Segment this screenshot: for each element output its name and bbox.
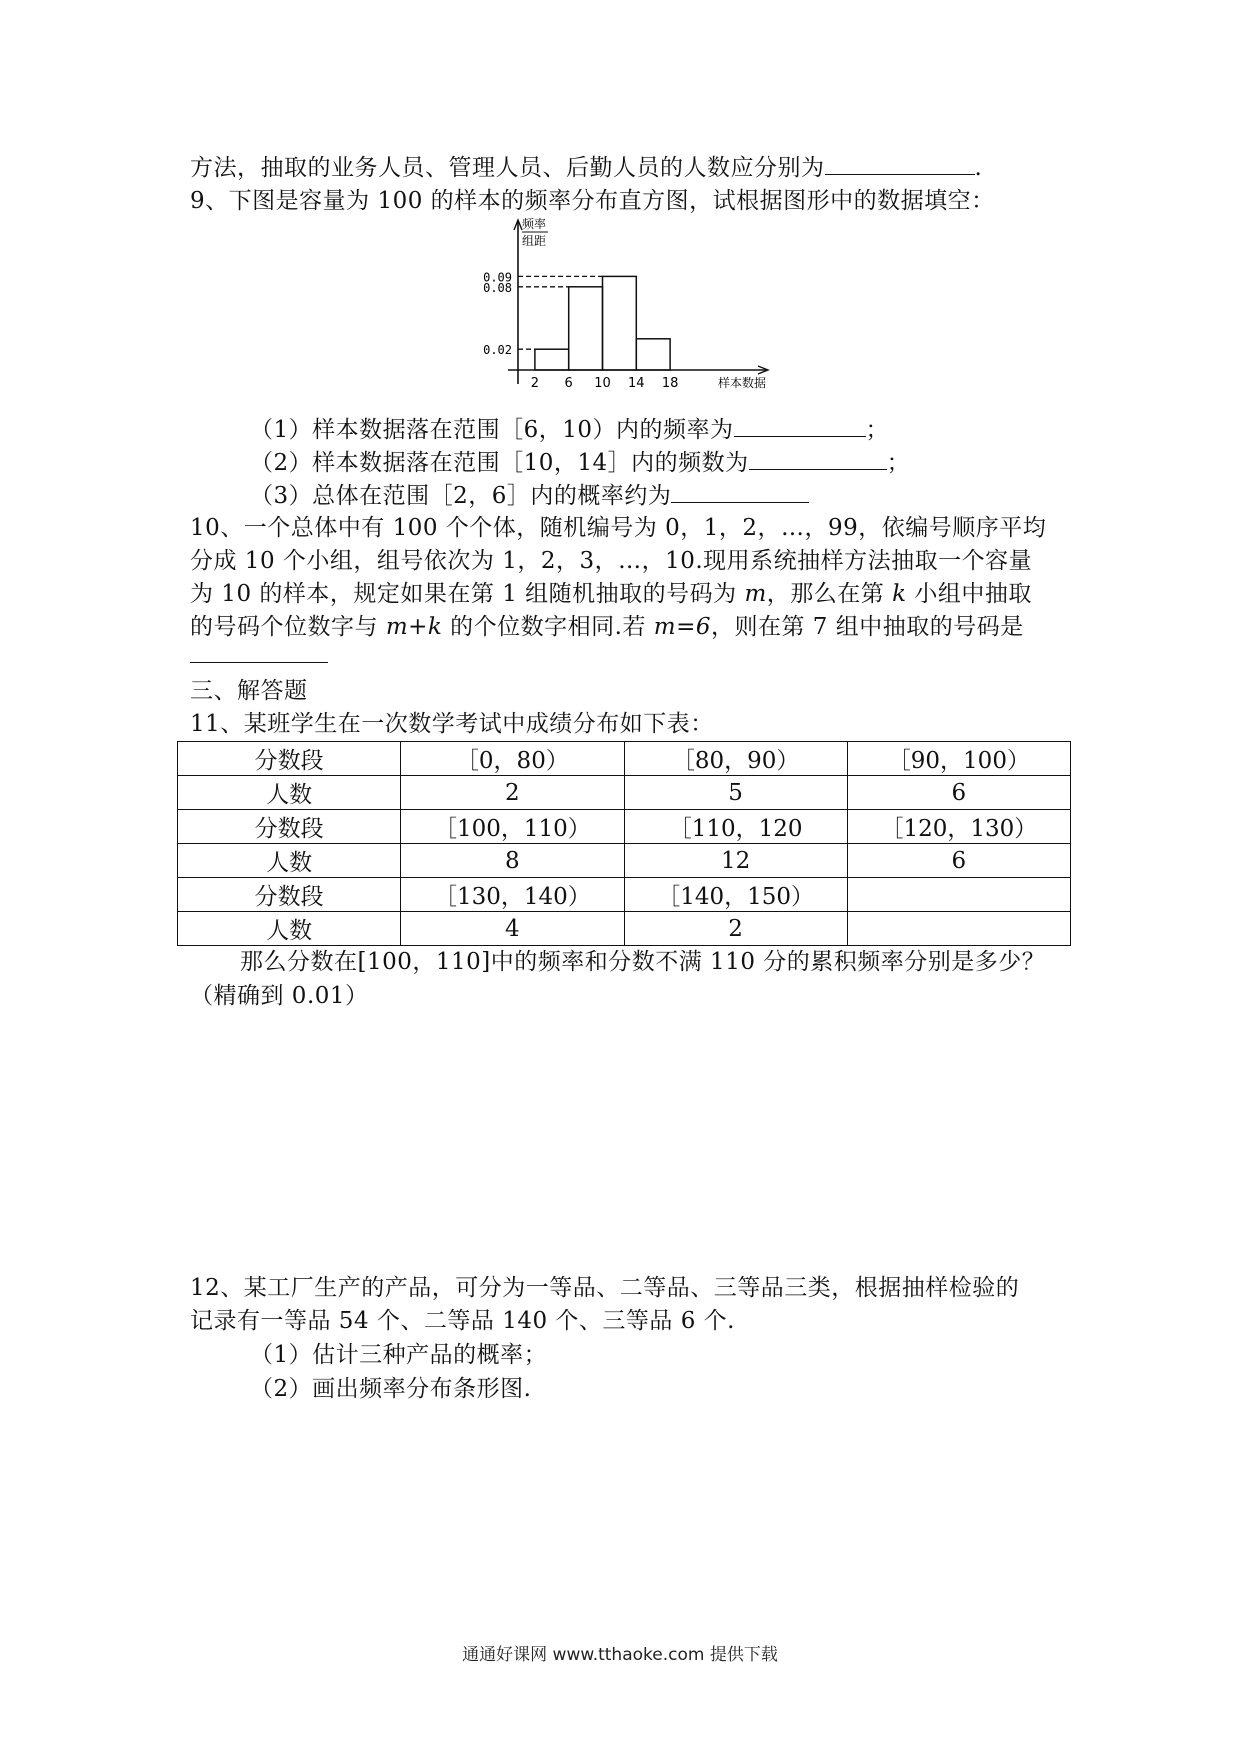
q11-text: 11、某班学生在一次数学考试中成绩分布如下表： bbox=[190, 711, 714, 737]
q9-sub2 bbox=[250, 447, 910, 478]
q8-text: 方法，抽取的业务人员、管理人员、后勤人员的人数应分别为 bbox=[190, 155, 825, 181]
table-cell: 8 bbox=[401, 844, 624, 878]
q10-line3-c: 小组中抽取 bbox=[906, 581, 1032, 607]
histogram-bar bbox=[636, 339, 670, 370]
table-row bbox=[178, 844, 1071, 878]
score-table-body bbox=[178, 742, 1071, 946]
x-tick-label: 2 bbox=[530, 376, 540, 391]
histogram-layer bbox=[483, 218, 768, 391]
table-cell: ［80，90） bbox=[624, 742, 847, 776]
table-cell: 12 bbox=[624, 844, 847, 878]
page-footer: 通通好课网 www.tthaoke.com 提供下载 bbox=[462, 1645, 778, 1665]
table-cell: ［140，150） bbox=[624, 878, 847, 912]
q11-question: 那么分数在[100，110]中的频率和分数不满 110 分的累积频率分别是多少？ bbox=[240, 949, 1046, 975]
q9-sub3 bbox=[250, 480, 809, 511]
table-row bbox=[178, 742, 1071, 776]
table-cell: ［110，120 bbox=[624, 810, 847, 844]
q9-text: 9、下图是容量为 100 的样本的频率分布直方图，试根据图形中的数据填空： bbox=[190, 188, 995, 214]
table-cell: 2 bbox=[401, 776, 624, 810]
x-axis-label: 样本数据 bbox=[718, 376, 767, 390]
histogram-bar bbox=[535, 349, 569, 370]
q9-sub3-text: （3）总体在范围［2，6］内的概率约为 bbox=[250, 483, 672, 509]
q10-var-m: m bbox=[744, 581, 767, 607]
x-tick-label: 14 bbox=[628, 376, 645, 391]
table-cell: 人数 bbox=[178, 844, 401, 878]
table-cell: ［0，80） bbox=[401, 742, 624, 776]
q10-blank bbox=[190, 640, 328, 663]
q10-line4-c: ，则在第 7 组中抽取的号码是 bbox=[711, 614, 1024, 640]
table-row bbox=[178, 912, 1071, 946]
table-cell: 2 bbox=[624, 912, 847, 946]
q10-line3-b: ，那么在第 bbox=[766, 581, 893, 607]
table-row bbox=[178, 878, 1071, 912]
q8-blank bbox=[825, 152, 975, 175]
q10-line4-b: 的个位数字相同.若 bbox=[442, 614, 654, 640]
q10-var-m6: m=6 bbox=[653, 614, 711, 640]
q10-var-mk: m+k bbox=[385, 614, 443, 640]
table-cell: 分数段 bbox=[178, 810, 401, 844]
histogram-bar bbox=[603, 276, 637, 370]
frequency-histogram bbox=[470, 218, 790, 408]
q10-answer-line bbox=[190, 640, 328, 671]
table-cell: 5 bbox=[624, 776, 847, 810]
section-heading: 三、解答题 bbox=[190, 678, 308, 704]
y-label-top: 频率 bbox=[522, 218, 547, 231]
q9-sub1-text: （1）样本数据落在范围［6，10）内的频率为 bbox=[250, 417, 734, 443]
q9-sub1-blank bbox=[734, 414, 866, 437]
table-cell bbox=[847, 878, 1070, 912]
table-cell: 分数段 bbox=[178, 742, 401, 776]
table-cell: ［90，100） bbox=[847, 742, 1070, 776]
q10-line2: 分成 10 个小组，组号依次为 1，2，3，…，10.现用系统抽样方法抽取一个容量 bbox=[190, 548, 1033, 574]
q12-sub2: （2）画出频率分布条形图. bbox=[250, 1376, 532, 1402]
table-cell: ［130，140） bbox=[401, 878, 624, 912]
table-cell: 6 bbox=[847, 844, 1070, 878]
q10-line3 bbox=[190, 579, 1032, 609]
table-cell: 分数段 bbox=[178, 878, 401, 912]
q8-end: . bbox=[974, 155, 983, 181]
y-label-bottom: 组距 bbox=[522, 234, 547, 248]
x-tick-label: 18 bbox=[661, 376, 679, 391]
table-cell: ［100，110） bbox=[401, 810, 624, 844]
q10-line4 bbox=[190, 612, 1024, 642]
x-tick-label: 10 bbox=[594, 376, 611, 391]
y-tick-label: 0.02 bbox=[483, 343, 512, 358]
table-cell: 人数 bbox=[178, 776, 401, 810]
q12-line2: 记录有一等品 54 个、二等品 140 个、三等品 6 个. bbox=[190, 1308, 735, 1334]
q10-line1: 10、一个总体中有 100 个个体，随机编号为 0，1，2，…，99，依编号顺序平均 bbox=[190, 515, 1047, 541]
table-row bbox=[178, 810, 1071, 844]
q9-sub2-end: ； bbox=[886, 450, 911, 476]
table-cell bbox=[847, 912, 1070, 946]
q9-sub1-end: ； bbox=[865, 417, 890, 443]
table-cell: 人数 bbox=[178, 912, 401, 946]
table-cell: ［120，130） bbox=[847, 810, 1070, 844]
table-cell: 6 bbox=[847, 776, 1070, 810]
y-tick-label: 0.08 bbox=[483, 280, 512, 295]
q9-sub2-blank bbox=[749, 447, 887, 470]
x-tick-label: 6 bbox=[564, 376, 573, 391]
q10-line4-a: 的号码个位数字与 bbox=[190, 614, 386, 640]
score-table bbox=[177, 741, 1071, 946]
q12-sub1: （1）估计三种产品的概率； bbox=[250, 1342, 548, 1368]
q9-sub1 bbox=[250, 414, 889, 445]
q10-var-k: k bbox=[892, 581, 907, 607]
q11-precision: （精确到 0.01） bbox=[190, 983, 369, 1009]
table-row bbox=[178, 776, 1071, 810]
q9-sub3-blank bbox=[671, 480, 809, 503]
q8-line bbox=[190, 152, 982, 183]
histogram-bar bbox=[569, 287, 603, 370]
q10-line3-a: 为 10 的样本，规定如果在第 1 组随机抽取的号码为 bbox=[190, 581, 745, 607]
q12-line1: 12、某工厂生产的产品，可分为一等品、二等品、三等品三类，根据抽样检验的 bbox=[190, 1275, 1020, 1301]
q9-sub2-text: （2）样本数据落在范围［10，14］内的频数为 bbox=[250, 450, 749, 476]
table-cell: 4 bbox=[401, 912, 624, 946]
y-tick-label: 0.09 bbox=[483, 270, 512, 285]
